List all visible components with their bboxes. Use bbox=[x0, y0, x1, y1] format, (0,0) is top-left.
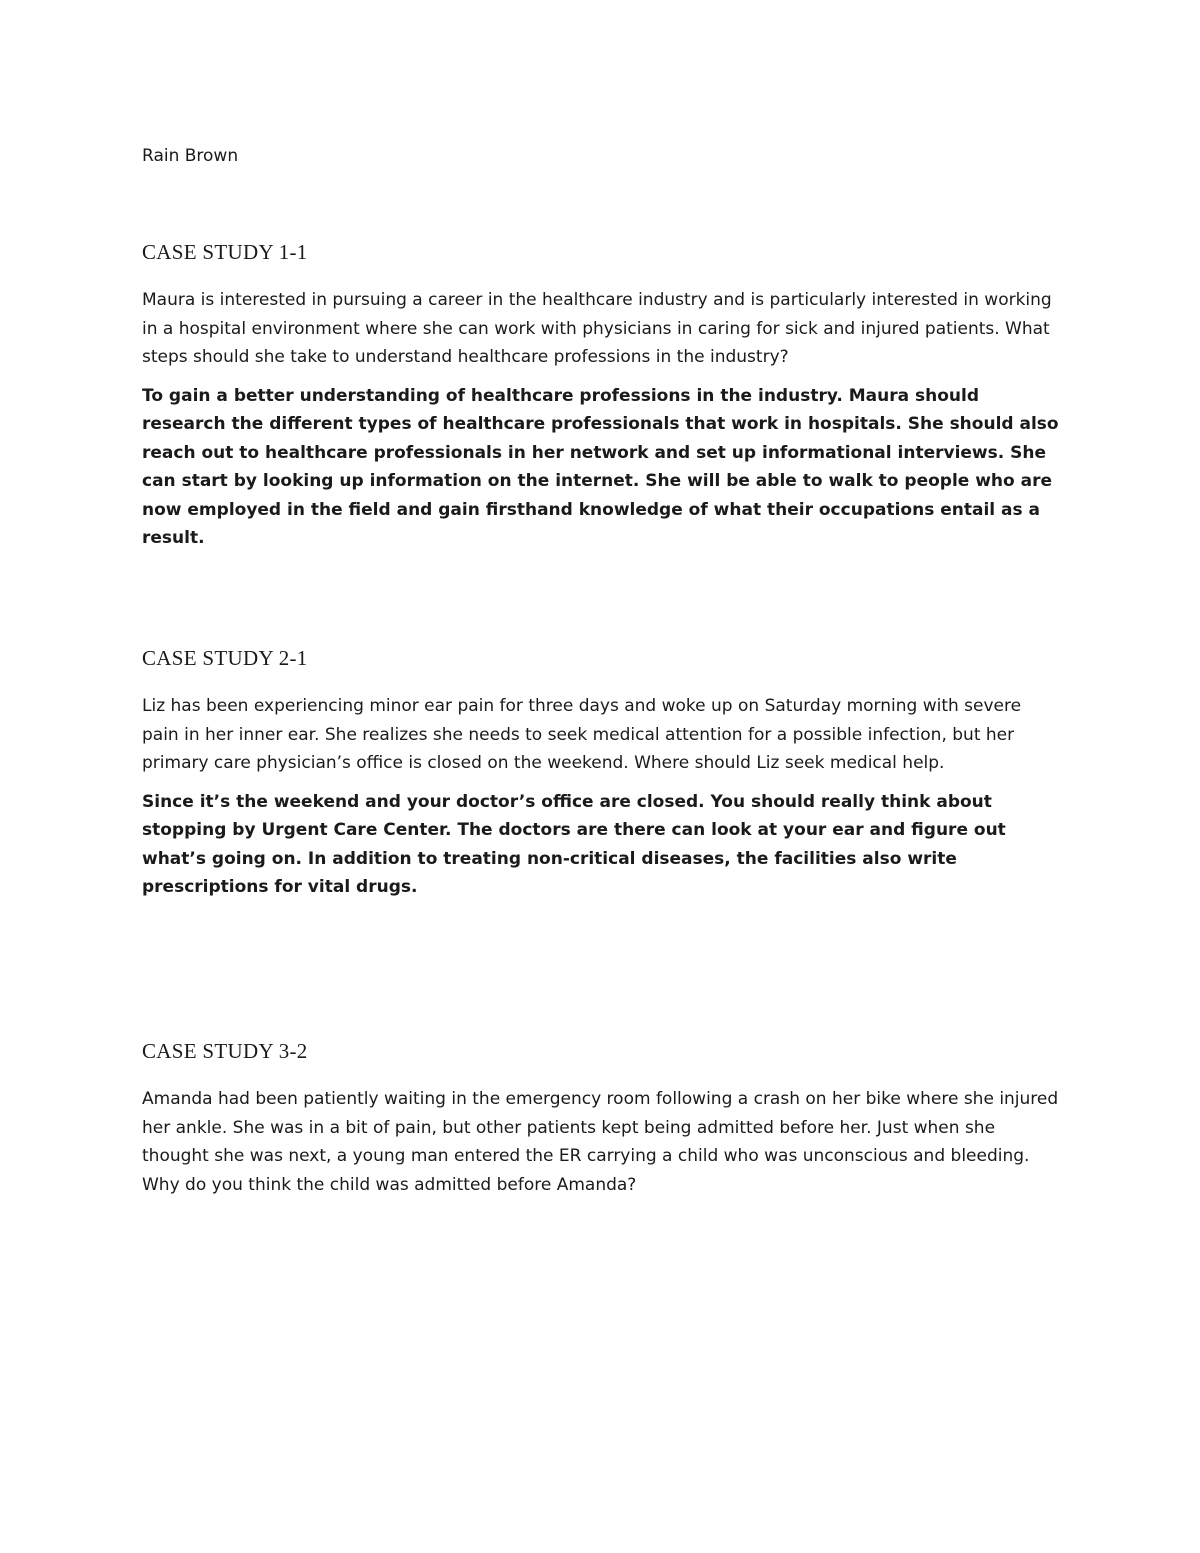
case-study-2-1 bbox=[142, 644, 1062, 902]
author-name: Rain Brown bbox=[142, 146, 239, 166]
case-study-answer: Since it’s the weekend and your doctor’s office are closed. You should really think about stopping by Urgent Care Center. The doctors are there can look at your ear and figure out what’s going on. In addition to treating non-critical diseases, the facilities also write prescriptions for vital drugs. bbox=[142, 791, 1006, 897]
case-study-heading: CASE STUDY 2-1 bbox=[142, 646, 308, 670]
case-study-answer: To gain a better understanding of healthcare professions in the industry. Maura should research the different types of healthcare professionals that work in hospitals. She should also reach out to healthcare professionals in her network and set up informational interviews. She can start by looking up information on the internet. She will be able to walk to people who are now employed in the field and gain firsthand knowledge of what their occupations entail as a result. bbox=[142, 385, 1059, 548]
case-study-heading: CASE STUDY 3-2 bbox=[142, 1039, 308, 1063]
case-study-question: Liz has been experiencing minor ear pain for three days and woke up on Saturday morning with severe pain in her inner ear. She realizes she needs to seek medical attention for a possible infection, but her primary care physician’s office is closed on the weekend. Where should Liz seek medical help. bbox=[142, 696, 1022, 773]
case-study-heading: CASE STUDY 1-1 bbox=[142, 240, 308, 264]
case-study-question: Amanda had been patiently waiting in the emergency room following a crash on her bike where she injured her ankle. She was in a bit of pain, but other patients kept being admitted before her. Just when she thought she was next, a young man entered the ER carrying a child who was unconscious and bleeding. Why do you think the child was admitted before Amanda? bbox=[142, 1089, 1059, 1195]
case-study-3-2 bbox=[142, 1037, 1062, 1209]
case-study-question: Maura is interested in pursuing a career in the healthcare industry and is particularly interested in working in a hospital environment where she can work with physicians in caring for sick and injured patients. What steps should she take to understand healthcare professions in the industry? bbox=[142, 290, 1052, 367]
case-study-1-1 bbox=[142, 238, 1062, 553]
